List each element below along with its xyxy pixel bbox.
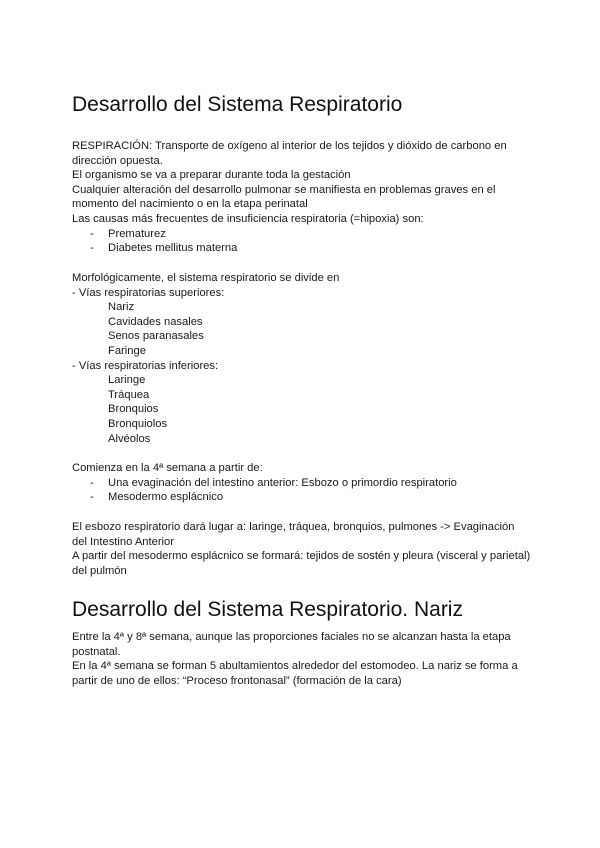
inferiores-label: - Vías respiratorias inferiores: bbox=[72, 359, 219, 372]
list-item: - Diabetes mellitus materna bbox=[72, 241, 532, 256]
nariz-section bbox=[72, 630, 532, 688]
list-item: Nariz bbox=[108, 301, 135, 314]
list-item: - Mesodermo esplácnico bbox=[72, 490, 532, 505]
nariz-abultamientos-text: En la 4ª semana se forman 5 abultamientos alrededor del estomodeo. La nariz se forma a partir de uno de ellos: “Proceso frontonasal” (formación de la cara) bbox=[72, 660, 518, 687]
section-title-nariz: Desarrollo del Sistema Respiratorio. Nariz bbox=[72, 598, 463, 621]
morfologia-intro: Morfológicamente, el sistema respiratorio se divide en bbox=[72, 272, 340, 284]
list-item: - Una evaginación del intestino anterior: Esbozo o primordio respiratorio bbox=[72, 476, 532, 491]
alteracion-text: Cualquier alteración del desarrollo pulmonar se manifiesta en problemas graves en el momento del nacimiento o en la etapa perinatal bbox=[72, 183, 496, 211]
superiores-list bbox=[72, 300, 532, 358]
respiracion-definition: RESPIRACIÓN: Transporte de oxígeno al interior de los tejidos y dióxido de carbono en dirección opuesta. bbox=[72, 140, 507, 167]
causas-intro: Las causas más frecuentes de insuficiencia respiratoria (=hipoxia) son: bbox=[72, 212, 424, 225]
list-item: Cavidades nasales bbox=[108, 315, 203, 328]
nariz-semanas-text: Entre la 4ª y 8ª semana, aunque las proporciones faciales no se alcanzan hasta la etapa postnatal. bbox=[72, 631, 511, 658]
list-item: Faringe bbox=[108, 344, 146, 357]
list-item: Bronquiolos bbox=[108, 417, 168, 430]
intro-section bbox=[72, 139, 532, 256]
esbozo-text: El esbozo respiratorio dará lugar a: laringe, tráquea, bronquios, pulmones -> Evaginación del Intestino Anterior bbox=[72, 521, 515, 548]
list-item: Senos paranasales bbox=[108, 330, 204, 343]
gestacion-text: El organismo se va a preparar durante toda la gestación bbox=[72, 169, 351, 182]
morfologia-section bbox=[72, 271, 532, 446]
list-item: Bronquios bbox=[108, 403, 159, 416]
list-item: - Prematurez bbox=[72, 227, 532, 242]
list-item: Alvéolos bbox=[108, 432, 151, 445]
esbozo-section bbox=[72, 520, 532, 578]
comienzo-intro: Comienza en la 4ª semana a partir de: bbox=[72, 462, 263, 474]
list-item: Tráquea bbox=[108, 388, 150, 401]
mesodermo-text: A partir del mesodermo esplácnico se formará: tejidos de sostén y pleura (visceral y parietal) del pulmón bbox=[72, 550, 531, 577]
comienzo-list bbox=[72, 476, 532, 505]
comienzo-section bbox=[72, 461, 532, 505]
list-item: Laringe bbox=[108, 374, 146, 387]
superiores-label: - Vías respiratorias superiores: bbox=[72, 286, 225, 299]
causes-list bbox=[72, 227, 532, 256]
page-title: Desarrollo del Sistema Respiratorio bbox=[72, 93, 403, 116]
inferiores-list bbox=[72, 373, 532, 446]
